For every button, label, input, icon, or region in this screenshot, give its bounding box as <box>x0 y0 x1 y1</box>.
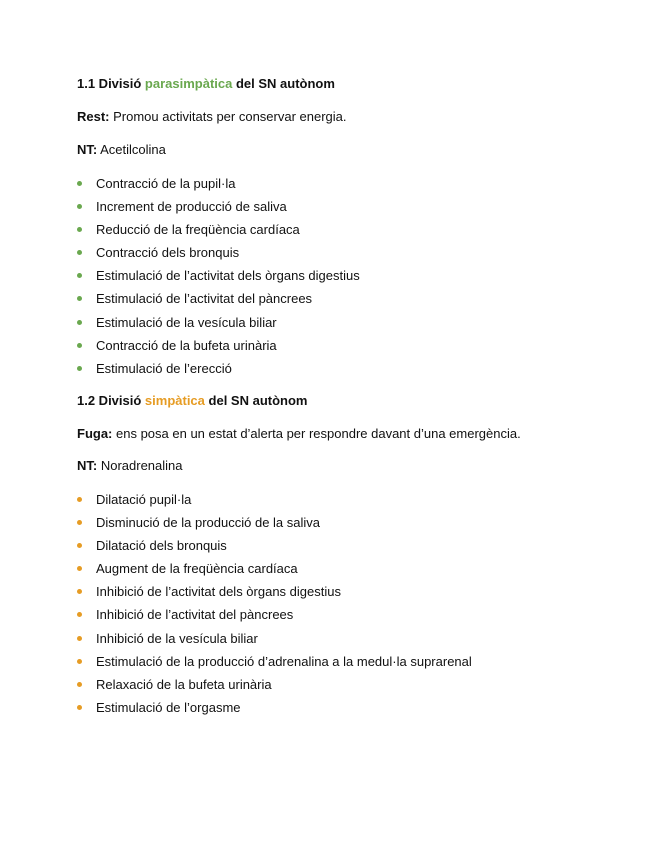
list-item <box>77 174 617 197</box>
list-item-text: Inhibició de l’activitat dels òrgans digestius <box>96 584 341 600</box>
section-2-heading-highlight: simpàtica <box>144 393 205 408</box>
list-item <box>77 698 617 721</box>
list-item <box>77 605 617 628</box>
section-1-heading-prefix: 1.1 Divisió <box>77 76 145 91</box>
section-2-list <box>77 490 617 721</box>
bullet-icon <box>77 705 82 710</box>
list-item <box>77 629 617 652</box>
section-1-heading-highlight: parasimpàtica <box>144 76 233 91</box>
bullet-icon <box>77 520 82 525</box>
list-item-text: Increment de producció de saliva <box>96 199 287 215</box>
bullet-icon <box>77 250 82 255</box>
list-item <box>77 559 617 582</box>
list-item-text: Reducció de la freqüència cardíaca <box>96 222 300 238</box>
list-item <box>77 652 617 675</box>
section-1-heading <box>77 74 335 94</box>
section-1-heading-suffix: del SN autònom <box>232 76 335 91</box>
list-item <box>77 675 617 698</box>
bullet-icon <box>77 204 82 209</box>
rest-label: Rest: <box>77 109 110 124</box>
list-item-text: Dilatació pupil·la <box>96 492 192 507</box>
list-item <box>77 490 617 513</box>
list-item <box>77 513 617 536</box>
section-2-heading <box>77 391 307 411</box>
nt-text-1: Acetilcolina <box>97 142 166 157</box>
bullet-icon <box>77 589 82 594</box>
nt-text-2: Noradrenalina <box>97 458 183 473</box>
bullet-icon <box>77 682 82 687</box>
list-item <box>77 197 617 220</box>
list-item-text: Estimulació de la producció d’adrenalina a la medul·la suprarenal <box>96 653 472 669</box>
list-item <box>77 220 617 243</box>
bullet-icon <box>77 343 82 348</box>
list-item <box>77 243 617 266</box>
list-item <box>77 266 617 289</box>
list-item-text: Estimulació de l’activitat dels òrgans digestius <box>96 268 360 284</box>
list-item <box>77 289 617 312</box>
list-item-text: Inhibició de l’activitat del pàncrees <box>96 607 294 623</box>
bullet-icon <box>77 659 82 664</box>
bullet-icon <box>77 612 82 617</box>
section-1-list <box>77 174 617 382</box>
bullet-icon <box>77 296 82 301</box>
list-item <box>77 313 617 336</box>
list-item-text: Estimulació de l’orgasme <box>96 699 241 715</box>
list-item-text: Contracció de la pupil·la <box>96 176 236 191</box>
fuga-text: ens posa en un estat d’alerta per respondre davant d’una emergència. <box>112 426 521 441</box>
list-item-text: Dilatació dels bronquis <box>96 538 227 554</box>
bullet-icon <box>77 227 82 232</box>
list-item-text: Augment de la freqüència cardíaca <box>96 561 298 577</box>
bullet-icon <box>77 636 82 641</box>
list-item-text: Estimulació de l’erecció <box>96 360 232 376</box>
nt-label-2: NT: <box>77 458 98 473</box>
list-item-text: Contracció de la bufeta urinària <box>96 337 277 353</box>
list-item <box>77 359 617 382</box>
list-item-text: Relaxació de la bufeta urinària <box>96 676 272 692</box>
bullet-icon <box>77 181 82 186</box>
list-item-text: Estimulació de l’activitat del pàncrees <box>96 291 313 307</box>
list-item <box>77 536 617 559</box>
bullet-icon <box>77 566 82 571</box>
section-1-rest <box>77 107 347 127</box>
section-1-nt <box>77 140 166 160</box>
list-item-text: Disminució de la producció de la saliva <box>96 515 321 531</box>
bullet-icon <box>77 366 82 371</box>
fuga-label: Fuga: <box>77 426 113 441</box>
bullet-icon <box>77 497 82 502</box>
section-2-heading-prefix: 1.2 Divisió <box>77 393 145 408</box>
list-item-text: Estimulació de la vesícula biliar <box>96 314 277 330</box>
list-item <box>77 336 617 359</box>
section-2-fuga <box>77 424 521 444</box>
section-2-heading-suffix: del SN autònom <box>204 393 308 408</box>
list-item-text: Inhibició de la vesícula biliar <box>96 630 258 646</box>
section-2-nt <box>77 456 183 476</box>
nt-label-1: NT: <box>77 142 98 157</box>
list-item <box>77 582 617 605</box>
rest-text: Promou activitats per conservar energia. <box>109 109 347 124</box>
bullet-icon <box>77 543 82 548</box>
bullet-icon <box>77 320 82 325</box>
bullet-icon <box>77 273 82 278</box>
list-item-text: Contracció dels bronquis <box>96 245 240 261</box>
